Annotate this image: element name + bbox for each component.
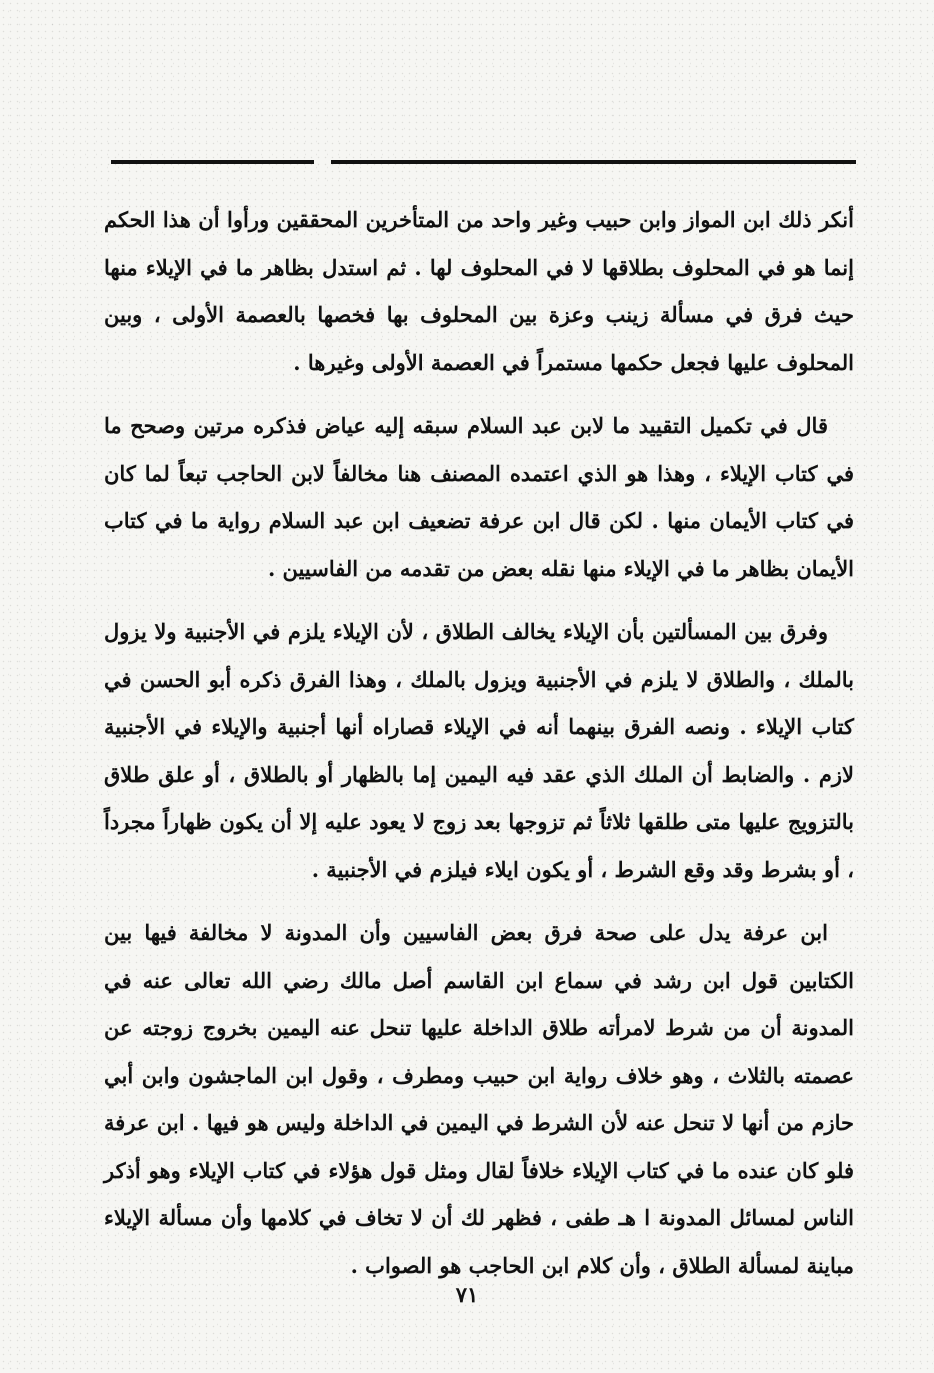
paragraph-4: ابن عرفة يدل على صحة فرق بعض الفاسيين وأن المدونة لا مخالفة فيها بين الكتابين قول ابن رشد في سماع ابن القاسم أصل مالك رضي الله تعالى عنه في المدونة أن من شرط لامرأته طلاق الداخلة عليها تنحل عنه اليمين بخروج زوجته عن عصمته بالثلاث ، وهو خلاف رواية ابن حبيب ومطرف ، وقول ابن الماجشون وابن أبي حازم من أنها لا تنحل عنه لأن الشرط في اليمين في الداخلة وليس هو فيها . ابن عرفة فلو كان عنده ما في كتاب الإيلاء خلافاً لقال ومثل قول هؤلاء في كتاب الإيلاء وهو أذكر الناس لمسائل المدونة ا هـ طفى ، فظهر لك أن لا تخاف في كلامها وأن مسألة الإيلاء مباينة لمسألة الطلاق ، وأن كلام ابن الحاجب هو الصواب .: [104, 920, 854, 1278]
paragraph-3: وفرق بين المسألتين بأن الإيلاء يخالف الطلاق ، لأن الإيلاء يلزم في الأجنبية ولا يزول بالملك ، والطلاق لا يلزم في الأجنبية ويزول بالملك ، وهذا الفرق ذكره أبو الحسن في كتاب الإيلاء . ونصه الفرق بينهما أنه في الإيلاء قصاراه أنها أجنبية والإيلاء في الأجنبية لازم . والضابط أن الملك الذي عقد فيه اليمين إما بالظهار أو بالطلاق ، أو علق طلاق بالتزويج عليها متى طلقها ثلاثاً ثم تزوجها بعد زوج لا يعود عليه إلا أن يكون ظهاراً مجرداً ، أو بشرط وقد وقع الشرط ، أو يكون ايلاء فيلزم في الأجنبية .: [104, 619, 854, 882]
body-text: [104, 196, 854, 1305]
page-number: ٧١: [455, 1282, 479, 1307]
header-rule-right: [331, 160, 856, 164]
header-rule-left: [111, 160, 314, 164]
paragraph-2: قال في تكميل التقييد ما لابن عبد السلام سبقه إليه عياض فذكره مرتين وصحح ما في كتاب الإيلاء ، وهذا هو الذي اعتمده المصنف هنا مخالفاً لابن الحاجب تبعاً لما كان في كتاب الأيمان منها . لكن قال ابن عرفة تضعيف ابن عبد السلام رواية ما في كتاب الأيمان بظاهر ما في الإيلاء منها نقله بعض من تقدمه من الفاسيين .: [104, 413, 854, 581]
paragraph-1: أنكر ذلك ابن المواز وابن حبيب وغير واحد من المتأخرين المحققين ورأوا أن هذا الحكم إنما هو في المحلوف بطلاقها لا في المحلوف لها . ثم استدل بظاهر ما في الإيلاء منها حيث فرق في مسألة زينب وعزة بين المحلوف بها فخصها بالعصمة الأولى ، وبين المحلوف عليها فجعل حكمها مستمراً في العصمة الأولى وغيرها .: [104, 207, 854, 375]
